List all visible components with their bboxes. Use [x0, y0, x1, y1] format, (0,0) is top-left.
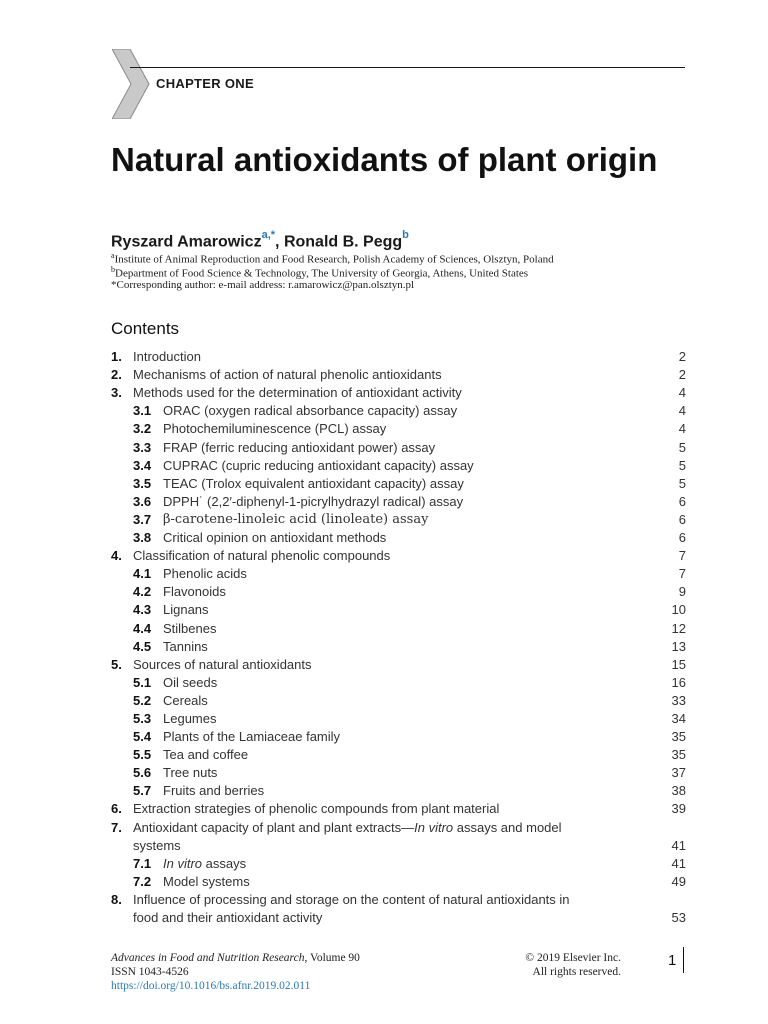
chapter-rule — [130, 67, 685, 68]
toc-page: 4 — [678, 385, 686, 401]
toc-subitem[interactable]: 4.4 Stilbenes 12 — [133, 620, 686, 636]
toc-subitem[interactable]: 7.2 Model systems 49 — [133, 873, 686, 889]
toc-subitem[interactable]: 4.5 Tannins 13 — [133, 638, 686, 654]
toc-subitem[interactable]: 5.4 Plants of the Lamiaceae family 35 — [133, 729, 686, 745]
toc-item[interactable]: 6. Extraction strategies of phenolic compounds from plant material 39 — [111, 801, 686, 817]
toc-item[interactable]: 8. Influence of processing and storage on the content of natural antioxidants in — [111, 891, 570, 907]
author-separator: , — [275, 233, 284, 251]
toc-subitem[interactable]: 5.3 Legumes 34 — [133, 710, 686, 726]
toc-subitem[interactable]: 5.2 Cereals 33 — [133, 692, 686, 708]
author-affiliation-mark[interactable]: b — [402, 229, 409, 241]
issn: ISSN 1043-4526 — [111, 966, 189, 978]
toc-page: 35 — [671, 729, 686, 745]
table-of-contents — [111, 348, 686, 927]
toc-page: 41 — [671, 855, 686, 871]
toc-subitem[interactable]: 4.2 Flavonoids 9 — [133, 584, 686, 600]
toc-item[interactable]: 7. Antioxidant capacity of plant and plant extracts—In vitro assays and model — [111, 819, 562, 835]
toc-subitem[interactable]: 4.3 Lignans 10 — [133, 602, 686, 618]
toc-page: 7 — [678, 548, 686, 564]
toc-subitem[interactable]: 3.4 CUPRAC (cupric reducing antioxidant capacity) assay 5 — [133, 457, 686, 473]
toc-page: 4 — [678, 403, 686, 419]
toc-subitem[interactable]: 3.5 TEAC (Trolox equivalent antioxidant capacity) assay 5 — [133, 475, 686, 491]
toc-item[interactable]: 1. Introduction 2 — [111, 349, 686, 365]
author-affiliation-mark[interactable]: a,* — [261, 229, 276, 241]
toc-page: 41 — [671, 837, 686, 853]
toc-subitem[interactable]: 3.7 β-carotene-linoleic acid (linoleate) assay 6 — [133, 511, 686, 527]
author-line — [111, 231, 409, 251]
toc-page: 39 — [671, 801, 686, 817]
toc-subitem[interactable]: 5.1 Oil seeds 16 — [133, 674, 686, 690]
contents-heading: Contents — [111, 319, 180, 338]
toc-page: 5 — [678, 457, 686, 473]
toc-item[interactable]: 4. Classification of natural phenolic compounds 7 — [111, 548, 686, 564]
page-number-rule — [683, 947, 684, 973]
toc-page: 16 — [671, 674, 686, 690]
toc-page: 4 — [678, 421, 686, 437]
toc-item-continued[interactable]: food and their antioxidant activity 53 — [133, 910, 686, 925]
journal-info: Advances in Food and Nutrition Research, Volume 90 ISSN 1043-4526 https://doi.org/10.1016/bs.afnr.2019.02.011 — [111, 952, 360, 992]
toc-page: 10 — [671, 602, 686, 618]
toc-page: 34 — [671, 710, 686, 726]
toc-page: 5 — [678, 439, 686, 455]
author-name: Ryszard Amarowicz — [111, 233, 262, 251]
toc-subitem[interactable]: 5.6 Tree nuts 37 — [133, 765, 686, 781]
toc-subitem[interactable]: 3.6 DPPH˙ (2,2′-diphenyl-1-picrylhydrazyl radical) assay 6 — [133, 493, 686, 509]
toc-page: 38 — [671, 783, 686, 799]
page-title: Natural antioxidants of plant origin — [111, 141, 658, 178]
toc-page: 6 — [678, 511, 686, 527]
toc-page: 5 — [678, 475, 686, 491]
toc-item[interactable]: 2. Mechanisms of action of natural phenolic antioxidants 2 — [111, 367, 686, 383]
toc-page: 12 — [671, 620, 686, 636]
toc-page: 33 — [671, 692, 686, 708]
toc-page: 15 — [671, 656, 686, 672]
toc-page: 35 — [671, 747, 686, 763]
chapter-label: CHAPTER ONE — [156, 76, 254, 91]
toc-page: 53 — [671, 910, 686, 925]
toc-subitem[interactable]: 3.1 ORAC (oxygen radical absorbance capacity) assay 4 — [133, 403, 686, 419]
toc-page: 2 — [678, 349, 686, 365]
toc-page: 13 — [671, 638, 686, 654]
toc-page: 7 — [678, 566, 686, 582]
toc-subitem[interactable]: 5.7 Fruits and berries 38 — [133, 783, 686, 799]
toc-subitem[interactable]: 4.1 Phenolic acids 7 — [133, 566, 686, 582]
toc-page: 37 — [671, 765, 686, 781]
toc-item-continued[interactable]: systems 41 — [133, 837, 686, 853]
toc-subitem[interactable]: 3.2 Photochemiluminescence (PCL) assay 4 — [133, 421, 686, 437]
toc-subitem[interactable]: 3.8 Critical opinion on antioxidant methods 6 — [133, 530, 686, 546]
journal-name: Advances in Food and Nutrition Research — [111, 952, 305, 964]
copyright: © 2019 Elsevier Inc. All rights reserved. — [525, 952, 621, 978]
page-number: 1 — [668, 952, 677, 969]
corresponding-author: *Corresponding author: e-mail address: r.amarowicz@pan.olsztyn.pl — [111, 279, 415, 291]
toc-subitem[interactable]: 3.3 FRAP (ferric reducing antioxidant power) assay 5 — [133, 439, 686, 455]
toc-page: 6 — [678, 530, 686, 546]
toc-subitem[interactable]: 7.1 In vitro assays 41 — [133, 855, 686, 871]
affiliation: $^b$Department of Food Science & Technology, The University of Georgia, Athens, United States — [111, 265, 529, 280]
toc-item[interactable]: 5. Sources of natural antioxidants 15 — [111, 656, 686, 672]
doi-link[interactable]: https://doi.org/10.1016/bs.afnr.2019.02.011 — [111, 980, 311, 992]
toc-page: 49 — [671, 873, 686, 889]
toc-subitem[interactable]: 5.5 Tea and coffee 35 — [133, 747, 686, 763]
toc-page: 6 — [678, 493, 686, 509]
toc-item[interactable]: 3. Methods used for the determination of antioxidant activity 4 — [111, 385, 686, 401]
affiliation: $^a$Institute of Animal Reproduction and Food Research, Polish Academy of Sciences, Olsztyn, Poland — [111, 251, 554, 266]
author-name: Ronald B. Pegg — [283, 233, 403, 251]
chapter-chevron-icon — [112, 49, 152, 119]
toc-page: 2 — [678, 367, 686, 383]
toc-page: 9 — [678, 584, 686, 600]
